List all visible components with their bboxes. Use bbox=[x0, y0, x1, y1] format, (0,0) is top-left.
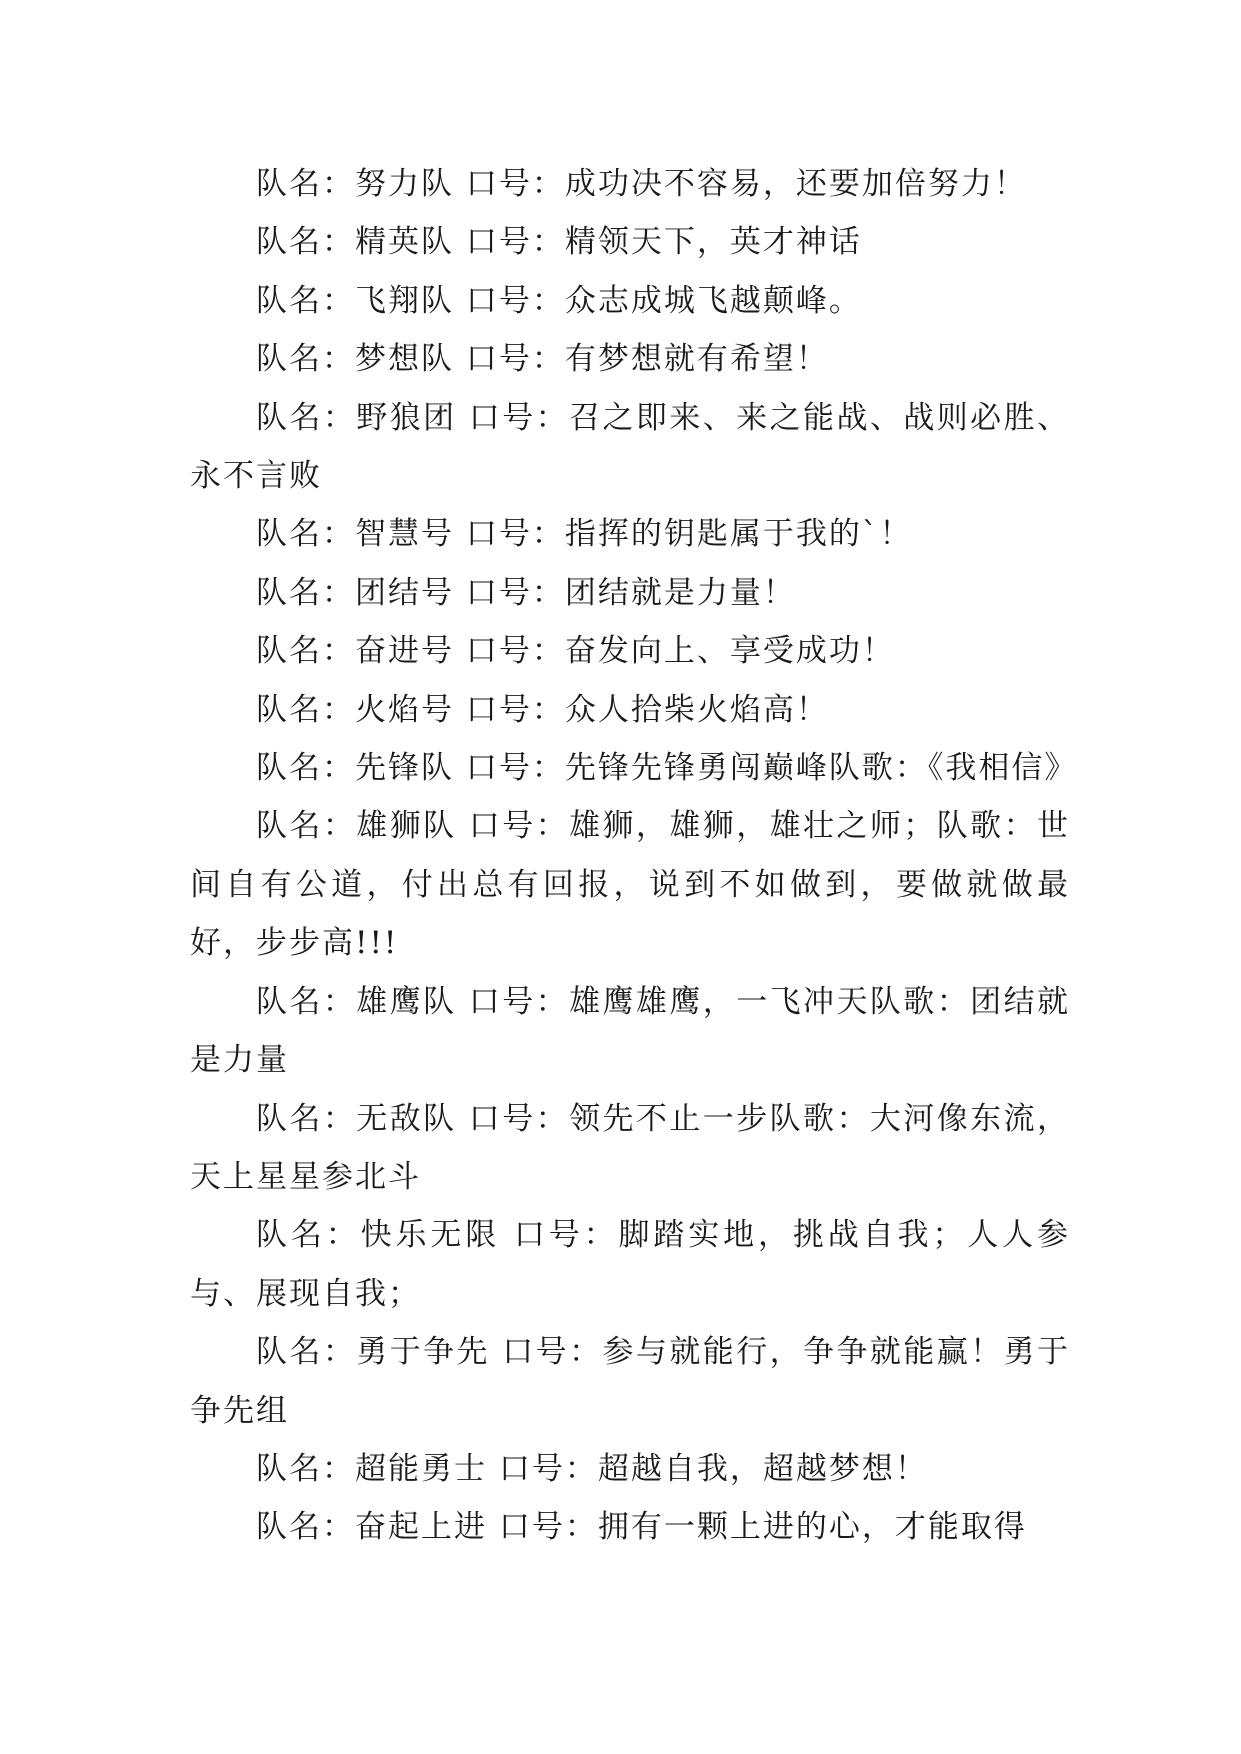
team-entry-paragraph: 队名：努力队 口号：成功决不容易，还要加倍努力！ bbox=[256, 166, 1027, 202]
team-entry-paragraph: 队名：先锋队 口号：先锋先锋勇闯巅峰队歌：《我相信》 bbox=[256, 750, 1078, 787]
team-entry-paragraph: 队名：精英队 口号：精领天下，英才神话 bbox=[256, 224, 862, 261]
team-entry-paragraph: 队名：梦想队 口号：有梦想就有希望！ bbox=[256, 341, 829, 378]
team-entry-paragraph: 队名：勇于争先 口号：参与就能行，争争就能赢！勇于争先组 bbox=[190, 1334, 1070, 1429]
team-entry-paragraph: 队名：快乐无限 口号：脚踏实地，挑战自我；人人参与、展现自我； bbox=[190, 1217, 1070, 1312]
team-entry-paragraph: 队名：野狼团 口号：召之即来、来之能战、战则必胜、永不言败 bbox=[190, 399, 1070, 495]
team-entry-paragraph: 队名：团结号 口号：团结就是力量！ bbox=[256, 574, 796, 611]
team-entry-paragraph: 队名：超能勇士 口号：超越自我，超越梦想！ bbox=[256, 1450, 928, 1487]
team-entry-paragraph: 队名：火焰号 口号：众人拾柴火焰高！ bbox=[256, 691, 829, 728]
document-body bbox=[190, 155, 1078, 1557]
team-entry-paragraph: 队名：雄鹰队 口号：雄鹰雄鹰，一飞冲天队歌：团结就是力量 bbox=[190, 983, 1070, 1079]
team-entry-paragraph: 队名：奋起上进 口号：拥有一颗上进的心，才能取得 bbox=[256, 1509, 1027, 1546]
team-entry-paragraph: 队名：奋进号 口号：奋发向上、享受成功！ bbox=[256, 633, 895, 670]
team-entry-paragraph: 队名：雄狮队 口号：雄狮，雄狮，雄壮之师；队歌：世间自有公道，付出总有回报，说到不如做到，要做就做最好，步步高!!! bbox=[190, 808, 1070, 962]
team-entry-paragraph: 队名：飞翔队 口号：众志成城飞越颠峰。 bbox=[256, 282, 862, 319]
team-entry-paragraph: 队名：无敌队 口号：领先不止一步队歌：大河像东流，天上星星参北斗 bbox=[190, 1100, 1070, 1195]
team-entry-paragraph: 队名：智慧号 口号：指挥的钥匙属于我的`！ bbox=[256, 516, 913, 553]
